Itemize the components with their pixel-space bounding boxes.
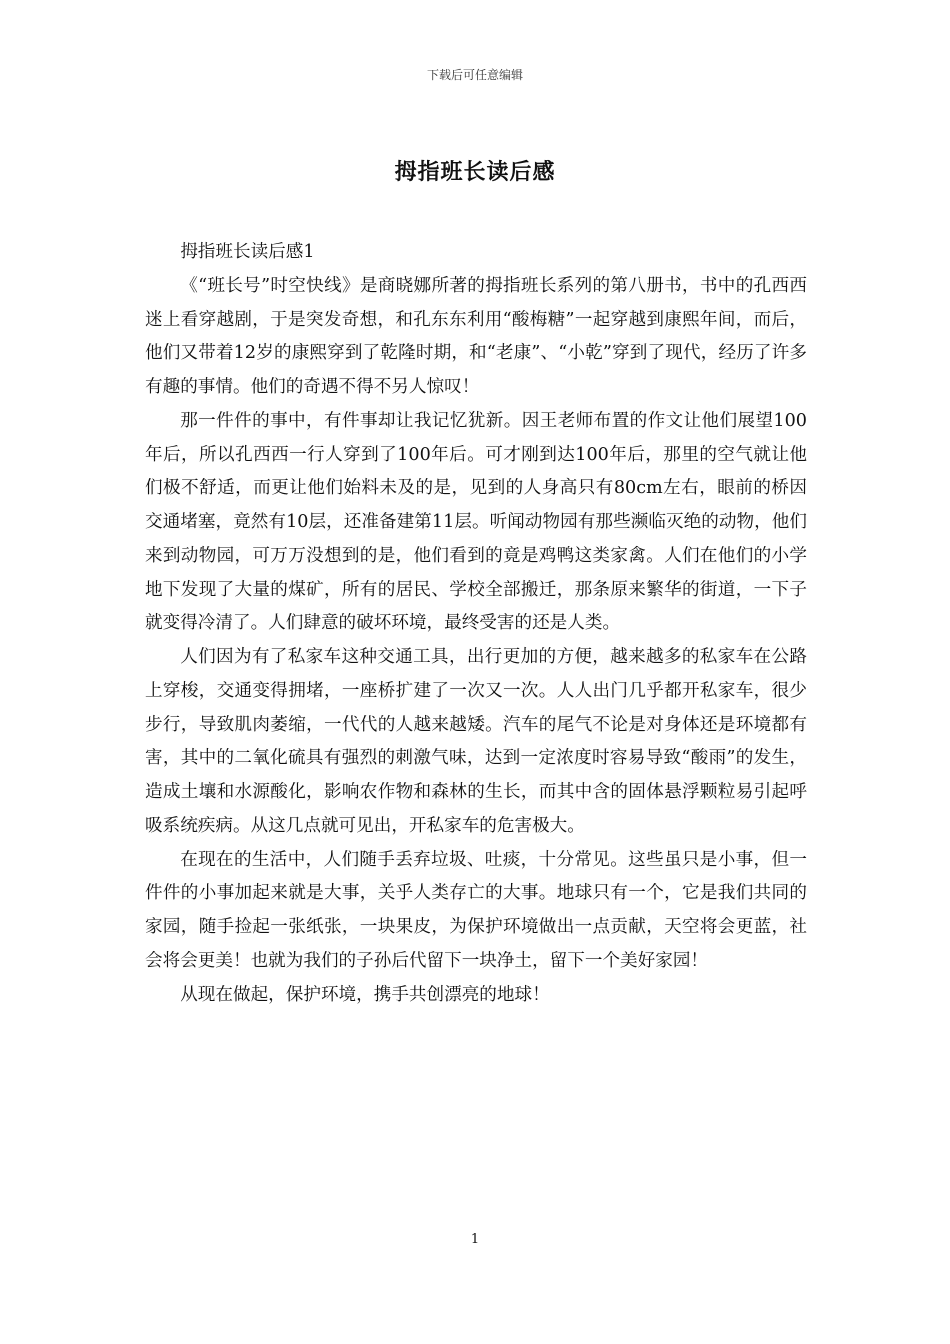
paragraph-5: 从现在做起，保护环境，携手共创漂亮的地球！	[180, 984, 550, 1005]
document-title: 拇指班长读后感	[394, 159, 556, 185]
page-header-note: 下载后可任意编辑	[426, 68, 523, 82]
page-number: 1	[470, 1232, 480, 1247]
paragraph-2: 那一件件的事中，有件事却让我记忆犹新。因王老师布置的作文让他们展望100年后，所以孔西西一行人穿到了100年后。可才刚到达100年后，那里的空气就让他们极不舒适，而更让他们始料未及的是，见到的人身高只有80cm左右，眼前的桥因交通堵塞，竟然有10层，还准备建第11层。听闻动物园有那些濒临灭绝的动物，他们来到动物园，可万万没想到的是，他们看到的竟是鸡鸭这类家禽。人们在他们的小学地下发现了大量的煤矿，所有的居民、学校全部搬迁，那条原来繁华的街道，一下子就变得冷清了。人们肆意的破坏环境，最终受害的还是人类。	[145, 410, 807, 634]
paragraph-4: 在现在的生活中，人们随手丢弃垃圾、吐痰，十分常见。这些虽只是小事，但一件件的小事加起来就是大事，关乎人类存亡的大事。地球只有一个，它是我们共同的家园，随手捡起一张纸张，一块果皮，为保护环境做出一点贡献，天空将会更蓝，社会将会更美！也就为我们的子孙后代留下一块净土，留下一个美好家园！	[145, 849, 807, 971]
section-subtitle: 拇指班长读后感1	[180, 242, 315, 262]
document-body	[145, 236, 807, 1012]
paragraph-1: 《“班长号”时空快线》是商晓娜所著的拇指班长系列的第八册书，书中的孔西西迷上看穿越剧，于是突发奇想，和孔东东利用“酸梅糖”一起穿越到康熙年间，而后，他们又带着12岁的康熙穿到了乾隆时期，和“老康”、“小乾”穿到了现代，经历了许多有趣的事情。他们的奇遇不得不另人惊叹！	[145, 275, 807, 397]
paragraph-3: 人们因为有了私家车这种交通工具，出行更加的方便，越来越多的私家车在公路上穿梭，交通变得拥堵，一座桥扩建了一次又一次。人人出门几乎都开私家车，很少步行，导致肌肉萎缩，一代代的人越来越矮。汽车的尾气不论是对身体还是环境都有害，其中的二氧化硫具有强烈的刺激气味，达到一定浓度时容易导致“酸雨”的发生，造成土壤和水源酸化，影响农作物和森林的生长，而其中含的固体悬浮颗粒易引起呼吸系统疾病。从这几点就可见出，开私家车的危害极大。	[145, 647, 807, 836]
